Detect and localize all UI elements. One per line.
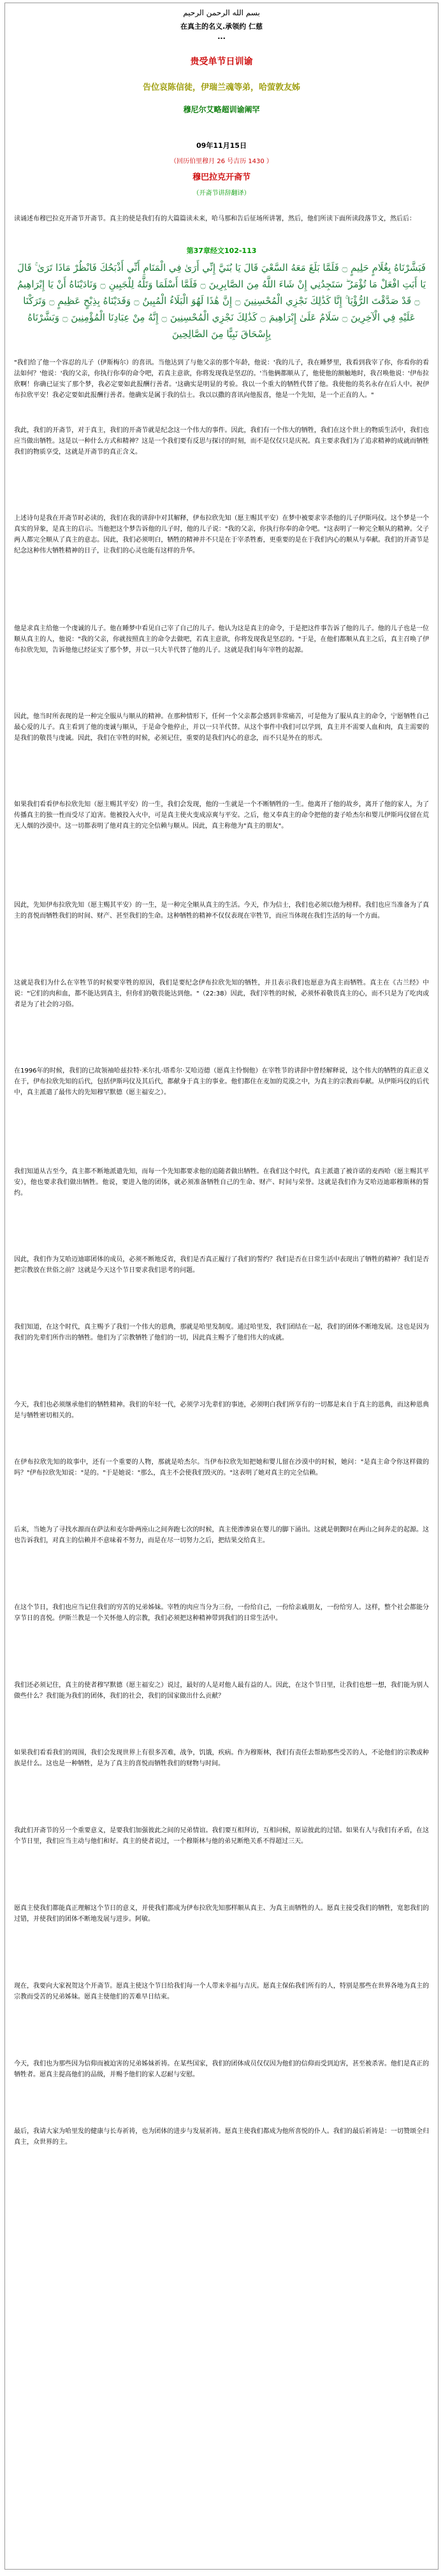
body-paragraph: 因此，他当时所表现的是一种完全服从与顺从的精神。在那种情形下，任何一个父亲都会感到非常痛苦，可是他为了服从真主的命令，宁愿牺牲自己最心爱的儿子。真主看到了他的虔诚与顺从，于是命令他停止，并以一只羊代替。从这个事件中我们可以学到，真主并不需要人血和肉，真主需要的是我们的敬畏与虔诚。因此，我们在宰牲的时候，必须记住，重要的是我们内心的意念，而不只是外在的形式。 xyxy=(14,713,429,742)
translation-label: （开斋节讲辞翻译） xyxy=(192,190,251,197)
date: 09年11月15日 xyxy=(196,141,247,150)
body-paragraph: 如果我们看看我们的周围，我们会发现世界上有很多苦难，战争，饥饿，疾病。作为穆斯林，我们有责任去帮助那些受苦的人，不论他们的宗教或种族是什么。这也是一种牺牲，是为了真主的喜悦而牺牲我们的财物与时间。 xyxy=(14,1749,429,1767)
arabic-verse-text: فَبَشَّرْنَاهُ بِغُلَامٍ حَلِيمٍ ۝ فَلَمَّا بَلَغَ مَعَهُ السَّعْيَ قَالَ يَا بُنَيَّ إِنِّي أَرَىٰ فِي الْمَنَامِ أَنِّي أَذْبَحُكَ فَانْظُرْ مَاذَا تَرَىٰ ۚ قَالَ يَا أَبَتِ افْعَلْ مَا تُؤْمَرُ ۖ سَتَجِدُنِي إِنْ شَاءَ اللَّهُ مِنَ الصَّابِرِينَ ۝ فَلَمَّا أَسْلَمَا وَتَلَّهُ لِلْجَبِينِ ۝ وَنَادَيْنَاهُ أَنْ يَا إِبْرَاهِيمُ ۝ قَدْ صَدَّقْتَ الرُّؤْيَا ۚ إِنَّا كَذَٰلِكَ نَجْزِي الْمُحْسِنِينَ ۝ إِنَّ هَٰذَا لَهُوَ الْبَلَاءُ الْمُبِينُ ۝ وَفَدَيْنَاهُ بِذِبْحٍ عَظِيمٍ ۝ وَتَرَكْنَا عَلَيْهِ فِي الْآخِرِينَ ۝ سَلَامٌ عَلَىٰ إِبْرَاهِيمَ ۝ كَذَٰلِكَ نَجْزِي الْمُحْسِنِينَ ۝ إِنَّهُ مِنْ عِبَادِنَا الْمُؤْمِنِينَ ۝ وَبَشَّرْنَاهُ بِإِسْحَاقَ نَبِيًّا مِنَ الصَّالِحِينَ xyxy=(17,262,426,340)
hijri-date: （回历伯里穆月 26 号吉历 1430 ） xyxy=(170,158,273,165)
sermon-topic: 穆尼尔艾略超训谕阐罕 xyxy=(183,105,260,114)
body-paragraph: 在这个节日，我们也应当记住我们的穷苦的兄弟姊妹。宰牲的肉应当分为三份，一份给自己，一份给亲戚朋友，一份给穷人。这样，整个社会都能分享节日的喜悦。伊斯兰教是一个关怀他人的宗教，我们必须把这种精神带到我们的日常生活中。 xyxy=(14,1604,429,1622)
body-paragraph: "我们给了他一个容忍的儿子（伊斯梅尔）的喜讯。当他达到了与他父亲的那个年龄，他说：'我的儿子，我在睡梦里，我看到我宰了你，你看你的看法如何？'他说：'我的父亲，你执行你奉的命令吧，若真主意欲，你将发现我是坚忍的。'当他俩都顺从了，他使他的额触地时，我召唤他说：'伊布拉欣啊！你确已证实了那个梦，我必定要如此报酬行善者。'这确实是明显的考验。我以一个重大的牺牲代替了他。我使他的英名永存在后人中。祝伊布拉欣平安！我必定要如此报酬行善者。他确实是属于我的信士。我以以撒的喜讯向他报喜，他是一个先知，是一个正直的人。" xyxy=(14,359,429,399)
body-paragraph: 后来，当她为了寻找水源而在萨法和麦尔卧两座山之间奔跑七次的时候，真主使渗渗泉在婴儿的脚下涌出。这就是朝觐时在两山之间奔走的起源。这也告诉我们，对真主的信赖并不意味着不努力，而是在尽一切努力之后，把结果交给真主。 xyxy=(14,1526,429,1544)
body-paragraph: 这就是我们为什么在宰牲节的时候要宰牲的原因，我们是要纪念伊布拉欣先知的牺牲，并且表示我们也愿意为真主而牺牲。真主在《古兰经》中说："它们的肉和血，都不能达到真主，但你们的敬畏能达到他。"（22:38）因此，我们宰牲的时候，必须怀着敬畏真主的心，而不只是为了吃肉或者是为了社会的习俗。 xyxy=(14,980,429,1008)
body-paragraph: 愿真主使我们都能真正理解这个节日的意义，并使我们都成为伊布拉欣先知那样顺从真主、为真主而牺牲的人。愿真主接受我们的牺牲，宽恕我们的过错，并使我们的团体不断地发展与进步。阿敏。 xyxy=(14,1905,429,1923)
body-paragraph: 因此，先知伊布拉欣先知（愿主赐其平安）的一生，是一种完全顺从真主的生活。今天，作为信士，我们也必须以他为榜样。我们也应当准备为了真主的喜悦而牺牲我们的时间、财产、甚至我们的生命。这种牺牲的精神不仅仅表现在宰牲节，而应当体现在我们生活的每一个方面。 xyxy=(14,902,429,920)
header xyxy=(5,3,438,197)
header-line-1: 在真主的名义.承领约 仁慈 xyxy=(180,22,263,31)
header-line-2: ... xyxy=(217,33,226,41)
sermon-title: 穆巴拉克开斋节 xyxy=(192,173,251,182)
body-paragraph: 在1996年的时候，我们的已故领袖哈兹拉特·米尔扎·塔希尔·艾哈迈德（愿真主怜悯他）在宰牲节的讲辞中曾经解释说，这个伟大的牺牲的真正意义在于，伊布拉欣先知的后代，包括伊斯玛仪及其后代，都献身于真主的事业。他们都住在麦加的荒漠之中，为真主的宗教而奉献。从伊斯玛仪的后代中，真主派遣了最伟大的先知穆罕默德（愿主福安之）。 xyxy=(14,1067,429,1096)
body-paragraph: 在伊布拉欣先知的故事中，还有一个重要的人物，那就是哈杰尔。当伊布拉欣先知把她和婴儿留在沙漠中的时候，她问："是真主命令你这样做的吗？"伊布拉欣先知说："是的。"于是她说："那么，真主不会使我们毁灭的。"这表明了她对真主的完全信赖。 xyxy=(14,1459,429,1477)
body-paragraph: 我此，我们的开斋节，对于真主，我们的开斋节就是纪念这一个伟大的事件。因此，我们有一个伟大的牺牲，我们在这个世上的物质生活中，我们也应当做出牺牲。这是以一种什么方式和精神？这是一个我们要有反思与探讨的时刻，而不是仅仅只是庆祝。真主要求我们为了追求精神的成就而牺牲我们的物质享受，这就是开斋节的真正含义。 xyxy=(14,427,429,456)
document-page xyxy=(4,3,439,2570)
body-paragraph: 今天，我们也为那些因为信仰而被迫害的兄弟姊妹祈祷。在某些国家，我们的团体成员仅仅因为他们的信仰而受到迫害，甚至被杀害。他们是真正的牺牲者。愿真主提高他们的品级，并赐予他们的家人忍耐与安慰。 xyxy=(14,2060,429,2078)
body-paragraph: 今天，我们也必须继承他们的牺牲精神。我们的年轻一代，必须学习先辈们的事迹，必须明白我们所享有的一切都是来自于真主的恩典，而这种恩典是与牺牲密切相关的。 xyxy=(14,1401,429,1419)
salutation: 告位哀陈信徒，伊瑞兰魂等弟，哈萤敦友姊 xyxy=(142,83,300,92)
intro-paragraph: 读诵述布穆巴拉克开斋节开斋节。真主的使是我们有的大篇篇读未来，哈马那和告后征场所讲署，然后，他们所读下面所读段落节文，然后后： xyxy=(14,215,416,222)
main-title: 贵受单节日训谕 xyxy=(190,57,253,67)
body-paragraph: 因此，我们作为艾哈迈迪耶团体的成员，必须不断地反省，我们是否真正履行了我们的誓约？我们是否在日常生活中表现出了牺牲的精神？我们是否把宗教放在世俗之前？这就是今天这个节日要求我们思考的问题。 xyxy=(14,1256,429,1274)
verse-reference: 第37章经文102-113 xyxy=(186,247,257,255)
body-paragraph: 我们知道，在这个时代，真主赐予了我们一个伟大的恩典，那就是哈里发制度。通过哈里发，我们团结在一起，我们的团体不断地发展。这也是因为我们的先辈们所作出的牺牲。他们为了宗教牺牲了他们的一切，因此真主赐予了他们伟大的成就。 xyxy=(14,1324,429,1342)
body-paragraph: 我们还必须记住，真主的使者穆罕默德（愿主福安之）说过，最好的人是对他人最有益的人。因此，在这个节日里，让我们也想一想，我们能为别人做些什么？我们能为我们的团体，我们的社会，我们的国家做出什么贡献？ xyxy=(14,1682,429,1700)
body-paragraph: 他是求真主给他一个虔诚的儿子。他在睡梦中看见自己宰了自己的儿子。他认为这是真主的命令，于是把这件事告诉了他的儿子。他的儿子也是一位顺从真主的人，他说："我的父亲，你就按照真主的命令去做吧，若真主意欲，你将发现我是坚忍的。"于是，在他们都顺从真主之后，真主召唤了伊布拉欣先知，告诉他他已经证实了那个梦，并以一只大羊代替了他的儿子。这就是我们每年宰牲的起源。 xyxy=(14,625,429,654)
body-paragraph: 上述诗句是我在开斋节时必读的，我们在我的讲辞中对其解释，伊布拉欣先知（愿主赐其平安）在梦中被要求宰杀他的儿子伊斯玛仪。这个梦是一个真实的异象，是真主的启示。当他把这个梦告诉他的儿子时，他的儿子说："我的父亲，你执行你奉的命令吧。"这表明了一种完全顺从的精神。父子两人都完全顺从了真主的意志。因此，我们必须明白，牺牲的精神并不只是在于宰杀牲畜，更重要的是在于我们内心的顺从与奉献。我们的开斋节是纪念这种伟大牺牲精神的日子，让我们的心灵也能有这样的升华。 xyxy=(14,515,429,554)
bismillah: بسم الله الرحمن الرحيم xyxy=(183,8,260,17)
sermon-body xyxy=(5,342,438,2192)
body-paragraph: 如果我们看看伊布拉欣先知（愿主赐其平安）的一生，我们会发现，他的一生就是一个不断牺牲的一生。他离开了他的故乡，离开了他的家人，为了传播真主的独一性而受尽了迫害。他被投入火中，可是真主使火变成凉爽与平安。之后，他又奉真主的命令把他的妻子哈杰尔和婴儿伊斯玛仪留在荒无人烟的沙漠中。这一切都表明了他对真主的完全信赖与顺从。因此，真主称他为"真主的朋友"。 xyxy=(14,801,429,830)
body-paragraph: 最后，我请大家为哈里发的健康与长寿祈祷，也为团体的进步与发展祈祷。愿真主使我们都成为他所喜悦的仆人。我们的最后祈祷是：一切赞颂全归真主，众世界的主。 xyxy=(14,2128,429,2146)
body-paragraph: 现在，我要向大家祝贺这个开斋节。愿真主使这个节日给我们每一个人带来幸福与吉庆。愿真主保佑我们所有的人，特别是那些在世界各地为真主的宗教而受苦的兄弟姊妹。愿真主使他们的苦难早日结束。 xyxy=(14,1983,429,2001)
body-paragraph: 我们知道从古至今，真主都不断地派遣先知，而每一个先知都要求他的追随者做出牺牲。在我们这个时代，真主派遣了被许诺的麦西哈（愿主赐其平安），他也要求我们做出牺牲。他说，要进入他的团体，就必须准备牺牲自己的生命、财产、时间与荣誉。这就是我们作为艾哈迈迪耶穆斯林的誓约。 xyxy=(14,1168,429,1197)
body-paragraph: 我此们开斋节的另一个重要意义，是要我们加强彼此之间的兄弟情谊。我们要互相拜访，互相问候，原谅彼此的过错。如果有人与我们有矛盾，在这个节日里，我们应当主动与他们和好。真主的使者说过，一个穆斯林与他的弟兄断绝关系不得超过三天。 xyxy=(14,1827,429,1845)
